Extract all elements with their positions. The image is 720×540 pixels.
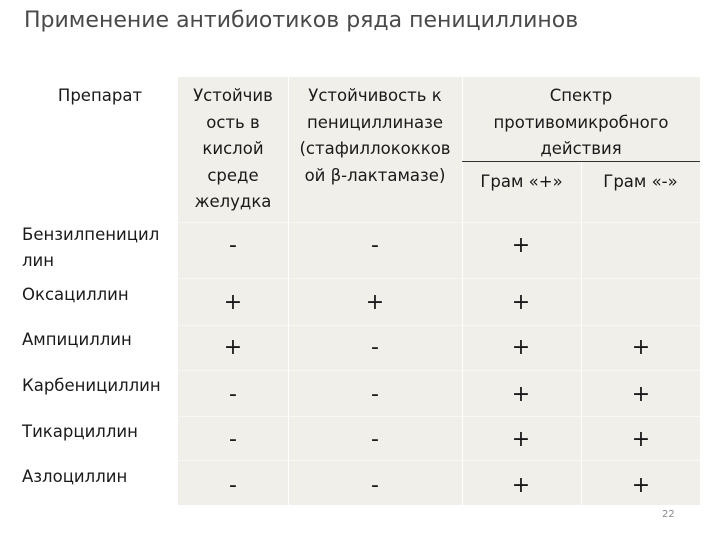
header-spectrum: Спектр противомикробного действия xyxy=(493,86,669,158)
row-divider xyxy=(178,278,700,279)
gram-negative-value: + xyxy=(631,335,651,360)
gram-negative-value: + xyxy=(631,427,651,452)
row-divider xyxy=(178,325,700,326)
penicillinase-value: - xyxy=(371,473,379,498)
penicillinase-value: + xyxy=(365,290,385,315)
header-gram-negative: Грам «-» xyxy=(603,172,678,191)
row-divider xyxy=(178,460,700,461)
gram-positive-value: + xyxy=(511,335,531,360)
header-drug: Препарат xyxy=(57,86,143,105)
row-divider xyxy=(178,370,700,371)
drug-name: Карбенициллин xyxy=(22,376,161,395)
acid-value: + xyxy=(223,290,243,315)
acid-value: - xyxy=(229,427,237,452)
drug-name: Азлоциллин xyxy=(22,467,128,486)
row-divider xyxy=(178,222,700,223)
gram-positive-value: + xyxy=(511,382,531,407)
gram-positive-value: + xyxy=(511,290,531,315)
column-divider xyxy=(581,162,582,505)
gram-positive-value: + xyxy=(511,427,531,452)
header-penicillinase-stability: Устойчивость к пенициллиназе (стафиллококков ой β-лактамазе) xyxy=(299,86,451,185)
acid-value: + xyxy=(223,335,243,360)
gram-positive-value: + xyxy=(511,473,531,498)
penicillinase-value: - xyxy=(371,233,379,258)
penicillinase-value: - xyxy=(371,382,379,407)
gram-negative-value: + xyxy=(631,473,651,498)
drug-name: Оксациллин xyxy=(22,285,129,304)
acid-value: - xyxy=(229,233,237,258)
slide-title: Применение антибиотиков ряда пенициллинов xyxy=(24,8,579,33)
page-number: 22 xyxy=(662,509,675,520)
header-acid-stability: Устойчив ость в кислой среде желудка xyxy=(193,86,273,211)
gram-negative-value: + xyxy=(631,382,651,407)
gram-positive-value: + xyxy=(511,233,531,258)
row-divider xyxy=(178,416,700,417)
spectrum-underline xyxy=(462,161,700,162)
drug-name: Бензилпеницил лин xyxy=(22,225,160,270)
drug-name: Ампициллин xyxy=(22,330,132,349)
penicillinase-value: - xyxy=(371,427,379,452)
drug-name: Тикарциллин xyxy=(22,422,138,441)
acid-value: - xyxy=(229,382,237,407)
header-gram-positive: Грам «+» xyxy=(480,172,563,191)
penicillinase-value: - xyxy=(371,335,379,360)
acid-value: - xyxy=(229,473,237,498)
